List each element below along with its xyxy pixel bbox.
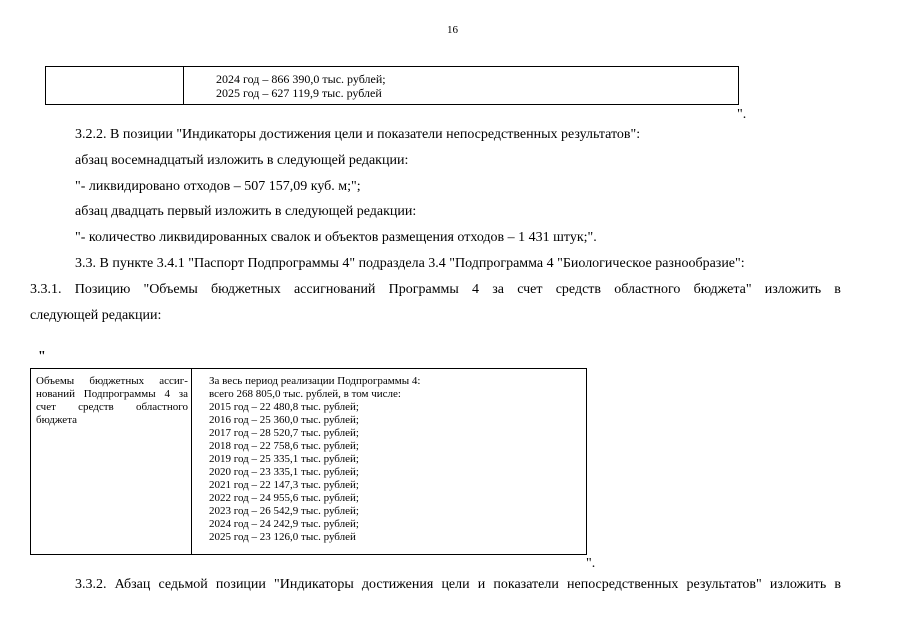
word: бюджета" [693, 282, 752, 297]
budget-table-left-line [36, 388, 188, 401]
word: изложить [764, 282, 822, 297]
budget-table-right-line: 2020 год – 23 335,1 тыс. рублей; [209, 466, 359, 478]
low-table-opening-mark: " [38, 349, 46, 364]
word: цели [441, 577, 470, 592]
budget-table-right-line: 2019 год – 25 335,1 тыс. рублей; [209, 453, 359, 465]
word: седьмой [158, 577, 208, 592]
word: Позицию [74, 282, 131, 297]
word: бюджетных [211, 282, 281, 297]
budget-table-right-line: 2018 год – 22 758,6 тыс. рублей; [209, 440, 359, 452]
word: в [834, 282, 841, 297]
word: за [492, 282, 504, 297]
word: результатов" [686, 577, 762, 592]
budget-table-left-last: бюджета [36, 414, 78, 426]
top-table-line: 2025 год – 627 119,9 тыс. рублей [216, 86, 382, 100]
word: нований [36, 388, 75, 400]
budget-table-divider [191, 369, 192, 554]
top-table-right-cell [216, 72, 386, 100]
word: счет [36, 401, 56, 413]
budget-table-right-line: всего 268 805,0 тыс. рублей, в том числе: [209, 388, 401, 400]
word: ассигнований [293, 282, 376, 297]
word: 3.3.2. [75, 577, 107, 592]
word: областного [614, 282, 681, 297]
budget-table-right-line: 2023 год – 26 542,9 тыс. рублей; [209, 505, 359, 517]
word: и [477, 577, 486, 592]
budget-table-right-line: За весь период реализации Подпрограммы 4: [209, 375, 421, 387]
budget-table [30, 368, 587, 555]
top-table-line: 2024 год – 866 390,0 тыс. рублей; [216, 72, 386, 86]
section-3-3-1-line2: следующей редакции: [30, 308, 162, 323]
word: 4 [164, 388, 170, 400]
word: достижения [361, 577, 434, 592]
word: областного [135, 401, 188, 413]
top-table-divider [183, 67, 184, 104]
word: 3.3.1. [30, 282, 62, 297]
page-number: 16 [447, 24, 458, 36]
budget-table-right-line: 2017 год – 28 520,7 тыс. рублей; [209, 427, 359, 439]
word: показатели [493, 577, 559, 592]
section-3-3-1-line1 [30, 282, 841, 298]
budget-table-right-line: 2024 год – 24 242,9 тыс. рублей; [209, 518, 359, 530]
word: "Индикаторы [274, 577, 354, 592]
word: непосредственных [567, 577, 679, 592]
budget-table-left-line [36, 401, 188, 414]
word: средств [78, 401, 114, 413]
budget-table-right-cell [209, 375, 420, 544]
word: Абзац [114, 577, 151, 592]
top-table-closing-mark: ". [737, 107, 747, 122]
word: "Объемы [143, 282, 198, 297]
budget-table-left-line [36, 375, 188, 388]
budget-table-right-line: 2015 год – 22 480,8 тыс. рублей; [209, 401, 359, 413]
word: Объемы [36, 375, 75, 387]
paragraph-svalki: "- количество ликвидированных свалок и объектов размещения отходов – 1 431 штук;". [75, 230, 597, 245]
word: ассиг- [159, 375, 188, 387]
word: средств [555, 282, 602, 297]
word: в [834, 577, 841, 592]
section-3-2-2-heading: 3.2.2. В позиции "Индикаторы достижения цели и показатели непосредственных результатов": [75, 127, 641, 142]
top-table [45, 66, 739, 105]
section-3-3-heading: 3.3. В пункте 3.4.1 "Паспорт Подпрограммы 4" подраздела 3.4 "Подпрограмма 4 "Биологическое разнообразие": [75, 256, 745, 271]
budget-table-right-line: 2022 год – 24 955,6 тыс. рублей; [209, 492, 359, 504]
word: 4 [472, 282, 480, 297]
word: позиции [215, 577, 266, 592]
paragraph-otkhody: "- ликвидировано отходов – 507 157,09 куб. м;"; [75, 179, 361, 194]
word: за [178, 388, 188, 400]
word: Подпрограммы [83, 388, 156, 400]
budget-table-left-cell [36, 375, 188, 427]
budget-table-right-line: 2016 год – 25 360,0 тыс. рублей; [209, 414, 359, 426]
low-table-closing-mark: ". [586, 556, 596, 571]
paragraph-abzac-18: абзац восемнадцатый изложить в следующей редакции: [75, 153, 409, 168]
paragraph-abzac-21: абзац двадцать первый изложить в следующей редакции: [75, 204, 417, 219]
section-3-3-2-line [75, 577, 841, 593]
budget-table-right-line: 2021 год – 22 147,3 тыс. рублей; [209, 479, 359, 491]
budget-table-right-line: 2025 год – 23 126,0 тыс. рублей [209, 531, 356, 543]
word: изложить [769, 577, 827, 592]
word: счет [517, 282, 543, 297]
word: бюджетных [89, 375, 145, 387]
word: Программы [388, 282, 459, 297]
